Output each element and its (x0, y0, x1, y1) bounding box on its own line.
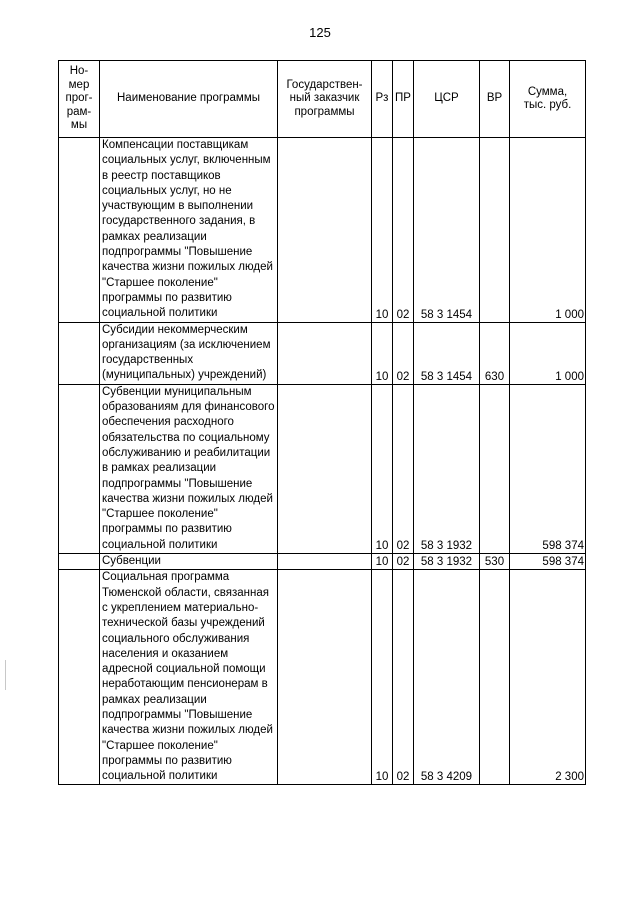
cell-pr: 02 (393, 138, 414, 323)
cell-csr: 58 3 1454 (414, 322, 480, 384)
cell-csr: 58 3 4209 (414, 570, 480, 785)
header-rz: Рз (372, 61, 393, 138)
cell-number (59, 570, 100, 785)
cell-pr: 02 (393, 384, 414, 553)
table-row (59, 138, 586, 323)
budget-table (58, 60, 586, 785)
cell-pr: 02 (393, 554, 414, 570)
cell-vr: 530 (480, 554, 510, 570)
cell-program-name: Субсидии некоммерческим организациям (за исключением государственных (муниципальных) учреждений) (100, 322, 278, 384)
header-sum: Сумма, тыс. руб. (510, 61, 586, 138)
cell-vr (480, 570, 510, 785)
header-csr: ЦСР (414, 61, 480, 138)
table-row (59, 384, 586, 553)
cell-rz: 10 (372, 554, 393, 570)
cell-rz: 10 (372, 322, 393, 384)
header-pr: ПР (393, 61, 414, 138)
header-program-name: Наименование программы (100, 61, 278, 138)
cell-number (59, 322, 100, 384)
cell-program-name: Социальная программа Тюменской области, связанная с укреплением материально-технической базы учреждений социального обслуживания населения и оказанием адресной социальной помощи неработающим пенсионерам в рамках реализации подпрограммы "Повышение качества жизни пожилых людей "Старшее поколение" программы по развитию социальной политики (100, 570, 278, 785)
cell-csr: 58 3 1454 (414, 138, 480, 323)
cell-customer (278, 138, 372, 323)
cell-rz: 10 (372, 138, 393, 323)
cell-sum: 598 374 (510, 554, 586, 570)
header-state-customer: Государствен- ный заказчик программы (278, 61, 372, 138)
cell-number (59, 554, 100, 570)
cell-rz: 10 (372, 570, 393, 785)
cell-csr: 58 3 1932 (414, 554, 480, 570)
page-number: 125 (309, 25, 331, 40)
header-vr: ВР (480, 61, 510, 138)
cell-sum: 2 300 (510, 570, 586, 785)
cell-sum: 598 374 (510, 384, 586, 553)
table-row (59, 554, 586, 570)
cell-customer (278, 554, 372, 570)
cell-csr: 58 3 1932 (414, 384, 480, 553)
cell-pr: 02 (393, 322, 414, 384)
cell-program-name: Субвенции муниципальным образованиям для финансового обеспечения расходного обязательства по социальному обслуживанию и реабилитации в рамках реализации подпрограммы "Повышение качества жизни пожилых людей "Старшее поколение" программы по развитию социальной политики (100, 384, 278, 553)
cell-customer (278, 570, 372, 785)
cell-vr: 630 (480, 322, 510, 384)
cell-customer (278, 384, 372, 553)
cell-sum: 1 000 (510, 322, 586, 384)
scan-mark (5, 660, 6, 690)
cell-program-name: Субвенции (100, 554, 278, 570)
cell-number (59, 384, 100, 553)
cell-number (59, 138, 100, 323)
cell-vr (480, 138, 510, 323)
cell-customer (278, 322, 372, 384)
cell-rz: 10 (372, 384, 393, 553)
table-row (59, 570, 586, 785)
table-row (59, 322, 586, 384)
cell-sum: 1 000 (510, 138, 586, 323)
table-header-row (59, 61, 586, 138)
header-program-number: Но- мер прог- рам- мы (59, 61, 100, 138)
cell-vr (480, 384, 510, 553)
cell-pr: 02 (393, 570, 414, 785)
cell-program-name: Компенсации поставщикам социальных услуг, включенным в реестр поставщиков социальных услуг, но не участвующим в выполнении государственного задания, в рамках реализации подпрограммы "Повышение качества жизни пожилых людей "Старшее поколение" программы по развитию социальной политики (100, 138, 278, 323)
